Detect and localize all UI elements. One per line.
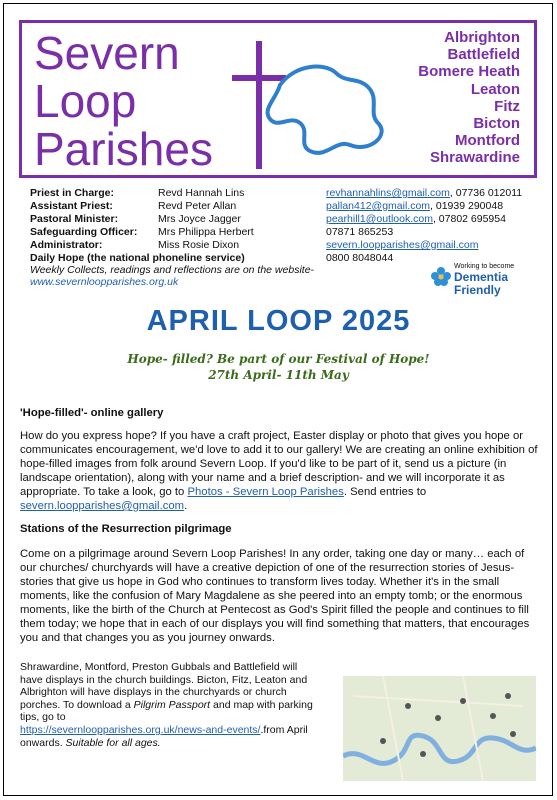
staff-role: Priest in Charge: [30,187,115,199]
phone-number: , 07802 695954 [432,213,506,225]
contact-row [326,213,522,226]
gallery-text: How do you express hope? If you have a craft project, Easter display or photo that gives you hope or communicates encouragement, we'd love to add it to our gallery! We are creating an online exhibition of hope-filled images from folk around Severn Loop. If you'd like to be part of it, send us a picture (in landscape orientation), along with your name and a brief description- and we will incorporate it as appropriate. To take a look, go to [20,430,538,498]
parish-battlefield: Battlefield [447,46,520,64]
staff-name: Miss Rosie Dixon [158,239,240,251]
map-image [343,676,536,781]
parish-fitz: Fitz [494,97,520,115]
phone-number: 07871 865253 [326,226,394,238]
stations-paragraph: Come on a pilgrimage around Severn Loop Parishes! In any order, taking one day or many… each of our churches/ churchyards will have a creative depiction of one of the resurrection stories of Jesus- stories that give us hope in God who continues to transform lives today. Whether it's in the small moments, like the confusion of Mary Magdalene as she peered into an empty tomb; or the enormous moments, like the birth of the Church at Pentecost as God's Spirit filled the people and continues to fill them today; we hope that in each of our displays you will find something that matters, that encourages you and that changes you as you journey onwards. [20,548,530,644]
phone-number: 0800 8048044 [326,252,394,264]
staff-row [30,213,326,226]
newsletter-heading: APRIL LOOP 2025 [146,305,411,337]
gallery-link[interactable]: Photos - Severn Loop Parishes [187,486,344,498]
pilgrim-passport-text: Pilgrim Passport [133,698,211,711]
parish-bicton: Bicton [473,115,520,133]
staff-list [30,187,326,252]
suitable-text: Suitable for all ages. [65,736,161,749]
pilgrimage-map [343,676,536,781]
daily-hope-note-text: Weekly Collects, readings and reflections are on the website- [30,264,315,276]
dementia-title [454,271,508,297]
email-link[interactable]: severn.loopparishes@gmail.com [326,239,479,251]
gallery-text-3: . [184,500,188,512]
details-text: Shrawardine, Montford, Preston Gubbals and Battlefield will have displays in the church buildings. Bicton, Fitz, Leaton and Albrighton will have displays in the churchyards or church porches. To download a [20,661,308,711]
gallery-email-link[interactable]: severn.loopparishes@gmail.com [20,500,185,512]
phone-number: , 01939 290048 [430,200,504,212]
parish-shrawardine: Shrawardine [429,149,520,167]
staff-row [30,187,326,200]
staff-name: Revd Hannah Lins [158,187,245,199]
parish-list [418,29,520,167]
gallery-text-2: . Send entries to [343,486,427,498]
dementia-line-2: Friendly [454,283,501,297]
staff-role: Safeguarding Officer: [30,226,138,238]
email-link[interactable]: pearhill1@outlook.com [326,213,433,225]
gallery-section [20,406,538,513]
daily-hope [30,252,320,288]
details-text-2: and map with parking tips, go to [20,698,313,724]
masthead-title [34,29,213,173]
staff-name: Mrs Joyce Jagger [158,213,241,225]
email-link[interactable]: pallan412@gmail.com [326,200,431,212]
website-link[interactable]: www.severnloopparishes.org.uk [30,276,179,288]
news-events-link[interactable]: https://severnloopparishes.org.uk/news-and-events/ [20,723,261,736]
masthead [19,20,537,178]
dementia-friendly-badge [430,263,540,303]
contact-row [326,200,522,213]
parish-bomere-heath: Bomere Heath [418,63,520,81]
contact-row [326,187,522,200]
details-text-3: .from April onwards. [20,723,308,749]
festival-dates: 27th April- 11th May [208,368,349,382]
contact-row [326,226,522,239]
staff-name: Revd Peter Allan [158,200,237,212]
gallery-paragraph [20,429,538,513]
dementia-line-1: Dementia [454,270,509,284]
contact-list [326,187,522,265]
title-line-1: Severn [34,27,180,79]
staff-row [30,239,326,252]
stations-section [20,522,538,645]
staff-row [30,226,326,239]
stations-details [20,661,320,749]
parish-albrighton: Albrighton [444,29,520,46]
staff-role: Administrator: [30,239,103,251]
daily-hope-note [30,264,314,288]
parish-leaton: Leaton [470,80,520,98]
staff-name: Mrs Philippa Herbert [158,226,254,238]
gallery-heading: 'Hope-filled'- online gallery [20,407,164,419]
cross-and-river-logo [218,33,408,173]
dementia-small-text: Working to become [454,263,515,270]
parish-montford: Montford [455,132,520,150]
title-line-2: Loop [34,75,137,127]
forget-me-not-icon [430,265,452,291]
daily-hope-label: Daily Hope (the national phoneline service) [30,252,245,264]
stations-details-paragraph [20,661,320,749]
contact-row [326,239,522,252]
email-link[interactable]: revhannahlins@gmail.com [326,187,450,199]
phone-number: , 07736 012011 [449,187,523,199]
staff-row [30,200,326,213]
stations-heading: Stations of the Resurrection pilgrimage [20,523,232,535]
festival-line: Hope- filled? Be part of our Festival of Hope! [127,352,430,366]
festival-subtitle [0,351,557,383]
staff-role: Pastoral Minister: [30,213,119,225]
staff-role: Assistant Priest: [30,200,113,212]
title-line-3: Parishes [34,123,213,175]
